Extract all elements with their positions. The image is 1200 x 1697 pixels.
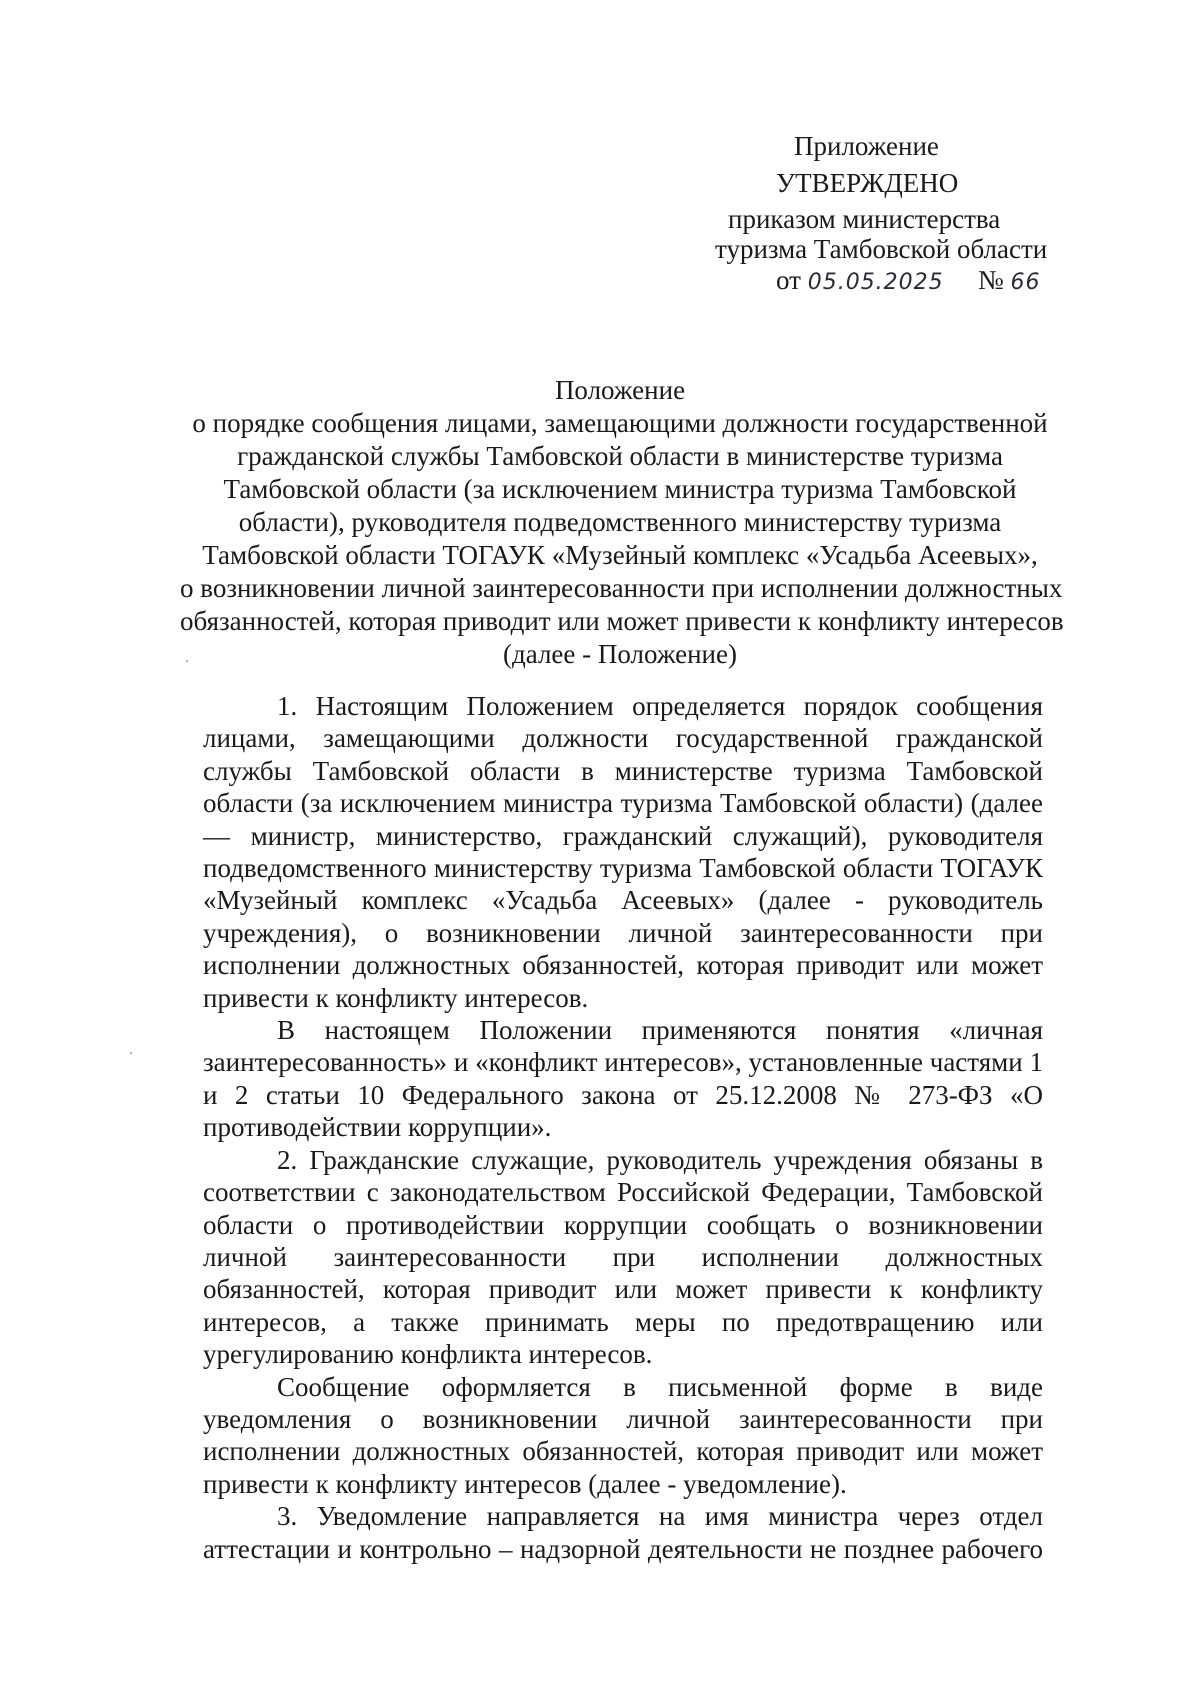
scan-speck (186, 660, 188, 662)
order-line-1: приказом министерства (728, 204, 1001, 234)
paragraph-3: 2. Гражданские служащие, руководитель учреждения обязаны в соответствии с законодательством Российской Федерации, Тамбовской области о противодействии коррупции сообщать о возникновении личной заинтересованности при исполнении должностных обязанностей, которая приводит или может привести к конфликту интересов, а также принимать меры по предотвращению или урегулированию конфликта интересов. (203, 1144, 1043, 1370)
order-date-line (776, 267, 944, 294)
paragraph-4: Сообщение оформляется в письменной форме в виде уведомления о возникновении личной заинтересованности при исполнении должностных обязанностей, которая приводит или может привести к конфликту интересов (далее - уведомление). (203, 1371, 1043, 1499)
title-line: области), руководителя подведомственного министерству туризма (238, 507, 1002, 537)
approved-label: УТВЕРЖДЕНО (776, 168, 959, 198)
handwritten-number: 66 (1010, 270, 1041, 295)
title-line: о возникновении личной заинтересованности при исполнении должностных (180, 573, 1063, 603)
title-line: обязанностей, которая приводит или может привести к конфликту интересов (180, 606, 1064, 636)
paragraph-1: 1. Настоящим Положением определяется порядок сообщения лицами, замещающими должности государственной гражданской службы Тамбовской области в министерстве туризма Тамбовской области (за исключением министра туризма Тамбовской области) (далее — министр, министерство, гражданский служащий), руководителя подведомственного министерству туризма Тамбовской области ТОГАУК «Музейный комплекс «Усадьба Асеевых» (далее - руководитель учреждения), о возникновении личной заинтересованности при исполнении должностных обязанностей, которая приводит или может привести к конфликту интересов. (203, 691, 1043, 1013)
scan-speck (130, 1052, 132, 1054)
title-line: Тамбовской области (за исключением министра туризма Тамбовской (223, 474, 1017, 504)
number-prefix: № (978, 265, 1004, 295)
paragraph-5: 3. Уведомление направляется на имя министра через отдел аттестации и контрольно – надзорной деятельности не позднее рабочего (203, 1501, 1043, 1564)
handwritten-date: 05.05.2025 (807, 270, 944, 295)
approval-stamp (0, 0, 1200, 330)
title-line: (далее - Положение) (503, 639, 737, 669)
order-number-line (978, 267, 1041, 294)
document-body (203, 690, 1043, 1565)
appendix-label: Приложение (794, 131, 939, 161)
title-line: гражданской службы Тамбовской области в министерстве туризма (237, 441, 1003, 471)
title-line: Тамбовской области ТОГАУК «Музейный комплекс «Усадьба Асеевых», (202, 540, 1038, 570)
document-title (180, 374, 1064, 671)
date-prefix: от (776, 265, 801, 295)
paragraph-2: В настоящем Положении применяются понятия «личная заинтересованность» и «конфликт интересов», установленные частями 1 и 2 статьи 10 Федерального закона от 25.12.2008 № 273-ФЗ «О противодействии коррупции». (203, 1015, 1043, 1143)
title-line: о порядке сообщения лицами, замещающими должности государственной (192, 408, 1048, 438)
title-heading: Положение (554, 375, 686, 405)
order-line-2: туризма Тамбовской области (715, 234, 1048, 264)
